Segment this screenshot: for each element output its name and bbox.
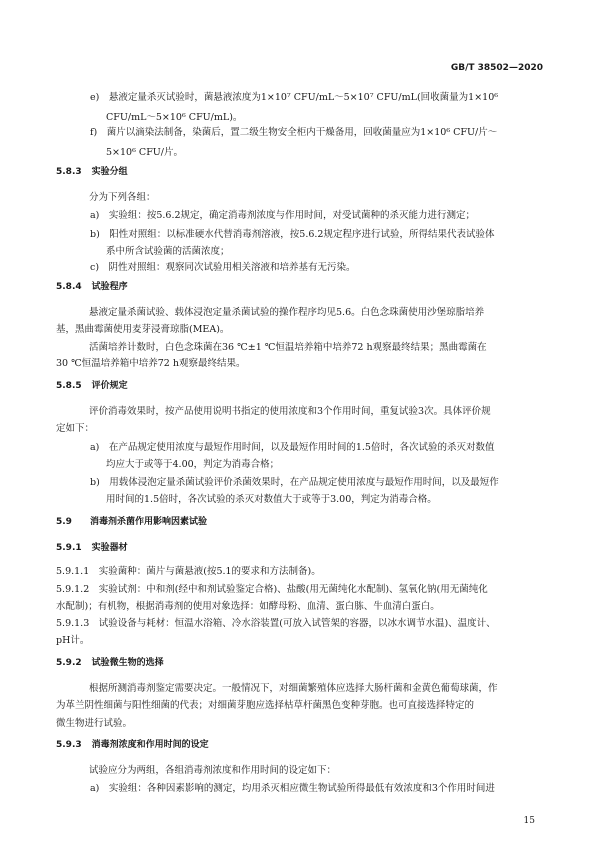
section-number: 5.8.4 xyxy=(56,282,82,292)
paragraph: 水配制)；有机物，根据消毒剂的使用对象选择：如酵母粉、血清、蛋白胨、牛血清白蛋白。 xyxy=(56,601,440,612)
section-heading xyxy=(56,538,128,558)
section-number: 5.8.3 xyxy=(56,167,82,177)
text-line: 5×10⁶ CFU/片。 xyxy=(106,147,183,158)
paragraph: 为革兰阴性细菌与阳性细菌的代表；对细菌芽胞应选择枯草杆菌黑色变种芽胞。也可直接选择特定的 xyxy=(56,700,475,711)
section-heading xyxy=(56,512,207,532)
paragraph: 分为下列各组： xyxy=(89,192,156,203)
list-item: a) 实验组：各种因素影响的测定，均用杀灭相应微生物试验所得最低有效浓度和3个作用时间进 xyxy=(90,783,495,794)
section-number: 5.9.2 xyxy=(56,658,82,668)
paragraph: 试验应分为两组，各组消毒剂浓度和作用时间的设定如下： xyxy=(89,765,337,776)
list-item: b) 阳性对照组：以标准硬水代替消毒剂溶液，按5.6.2规定程序进行试验，所得结果代表试验体 xyxy=(90,229,495,240)
section-number: 5.8.5 xyxy=(56,381,82,391)
paragraph: 5.9.1.2 实验试剂：中和剂(经中和剂试验鉴定合格)、盐酸(用无菌纯化水配制)、氢氧化钠(用无菌纯化 xyxy=(56,584,488,595)
text-line: e) 悬液定量杀灭试验时，菌悬液浓度为1×10⁷ CFU/mL～5×10⁷ CFU/mL(回收菌量为1×10⁶ xyxy=(90,92,499,103)
section-heading xyxy=(56,277,128,297)
standard-number: GB/T 38502—2020 xyxy=(450,63,543,73)
section-number: 5.9 xyxy=(56,517,72,527)
paragraph: 微生物进行试验。 xyxy=(56,718,133,729)
section-title: 实验分组 xyxy=(91,167,128,177)
paragraph: 30 ℃恒温培养箱中培养72 h观察最终结果。 xyxy=(56,358,246,369)
paragraph: pH计。 xyxy=(56,635,90,646)
section-title: 消毒剂杀菌作用影响因素试验 xyxy=(89,517,207,527)
list-item: b) 用载体浸泡定量杀菌试验评价杀菌效果时，在产品规定使用浓度与最短作用时间，以及最短作 xyxy=(90,477,499,488)
section-number: 5.9.3 xyxy=(56,740,82,750)
paragraph: 5.9.1.1 实验菌种：菌片与菌悬液(按5.1的要求和方法制备)。 xyxy=(56,566,321,577)
section-number: 5.9.1 xyxy=(56,543,82,553)
text-line: f) 菌片以滴染法制备，染菌后，置二级生物安全柜内干燥备用，回收菌量应为1×10⁶ CFU/片～ xyxy=(90,127,498,138)
paragraph: 活菌培养计数时，白色念珠菌在36 ℃±1 ℃恒温培养箱中培养72 h观察最终结果；黑曲霉菌在 xyxy=(89,342,487,353)
paragraph: 评价消毒效果时，按产品使用说明书指定的使用浓度和3个作用时间，重复试验3次。具体评价规 xyxy=(89,406,491,417)
paragraph: 定如下： xyxy=(56,423,95,434)
page-number: 15 xyxy=(523,816,535,826)
section-title: 消毒剂浓度和作用时间的设定 xyxy=(91,740,209,750)
list-item: 系中所含试验菌的活菌浓度； xyxy=(106,246,230,257)
section-title: 评价规定 xyxy=(91,381,128,391)
section-heading xyxy=(56,735,209,755)
paragraph: 5.9.1.3 试验设备与耗材：恒温水浴箱、冷水浴装置(可放入试管架的容器，以冰水调节水温)、温度计、 xyxy=(56,618,496,629)
paragraph: 根据所测消毒剂鉴定需要决定。一般情况下，对细菌繁殖体应选择大肠杆菌和金黄色葡萄球菌，作 xyxy=(89,683,498,694)
list-item: a) 实验组：按5.6.2规定，确定消毒剂浓度与作用时间，对受试菌种的杀灭能力进行测定； xyxy=(90,210,476,221)
section-title: 试验微生物的选择 xyxy=(91,658,164,668)
list-item: c) 阴性对照组：观察同次试验用相关溶液和培养基有无污染。 xyxy=(90,262,356,273)
paragraph: 悬液定量杀菌试验、载体浸泡定量杀菌试验的操作程序均见5.6。白色念珠菌使用沙堡琼脂培养 xyxy=(89,307,485,318)
section-heading xyxy=(56,653,164,673)
paragraph: 基，黑曲霉菌使用麦芽浸膏琼脂(MEA)。 xyxy=(56,324,230,335)
section-title: 实验器材 xyxy=(91,543,128,553)
list-item: 用时间的1.5倍时，各次试验的杀灭对数值大于或等于3.00，判定为消毒合格。 xyxy=(106,494,437,505)
section-title: 试验程序 xyxy=(91,282,128,292)
text-line: CFU/mL～5×10⁶ CFU/mL)。 xyxy=(106,112,243,123)
list-item: 均应大于或等于4.00，判定为消毒合格； xyxy=(106,459,280,470)
section-heading xyxy=(56,162,128,182)
section-heading xyxy=(56,376,128,396)
list-item: a) 在产品规定使用浓度与最短作用时间，以及最短作用时间的1.5倍时，各次试验的杀灭对数值 xyxy=(90,442,495,453)
